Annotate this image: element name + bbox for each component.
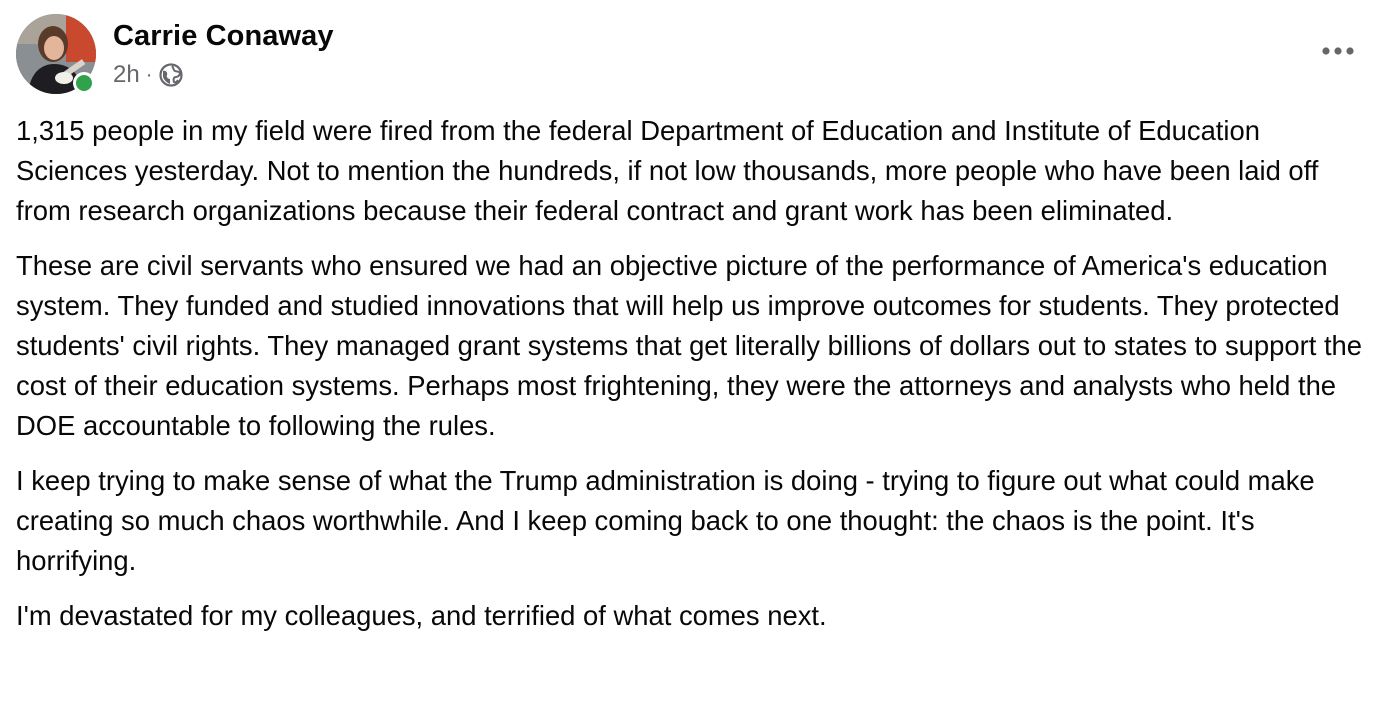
more-options-button[interactable] (1316, 34, 1360, 68)
post-header (16, 14, 1360, 96)
post-body (16, 111, 1368, 651)
more-dots-icon (1321, 46, 1355, 56)
post-paragraph: 1,315 people in my field were fired from the federal Department of Education and Institute of Education Sciences yesterday. Not to mention the hundreds, if not low thousands, more people who have been laid off from research organizations because their federal contract and grant work has been eliminated. (16, 115, 1319, 226)
post-paragraph: I'm devastated for my colleagues, and terrified of what comes next. (16, 600, 827, 631)
post-timestamp[interactable]: 2h (113, 61, 140, 88)
meta-separator: · (145, 63, 153, 86)
post-paragraph: These are civil servants who ensured we had an objective picture of the performance of America's education system. They funded and studied innovations that will help us improve outcomes for students. They protected students' civil rights. They managed grant systems that get literally billions of dollars out to states to support the cost of their education systems. Perhaps most frightening, they were the attorneys and analysts who held the DOE accountable to following the rules. (16, 250, 1363, 441)
online-status-dot (73, 72, 95, 94)
globe-icon[interactable] (158, 62, 184, 88)
author-name[interactable]: Carrie Conaway (113, 20, 334, 52)
post-meta (113, 58, 184, 92)
post-paragraph: I keep trying to make sense of what the Trump administration is doing - trying to figure out what could make creating so much chaos worthwhile. And I keep coming back to one thought: the chaos is the point. It's horrifying. (16, 465, 1315, 576)
